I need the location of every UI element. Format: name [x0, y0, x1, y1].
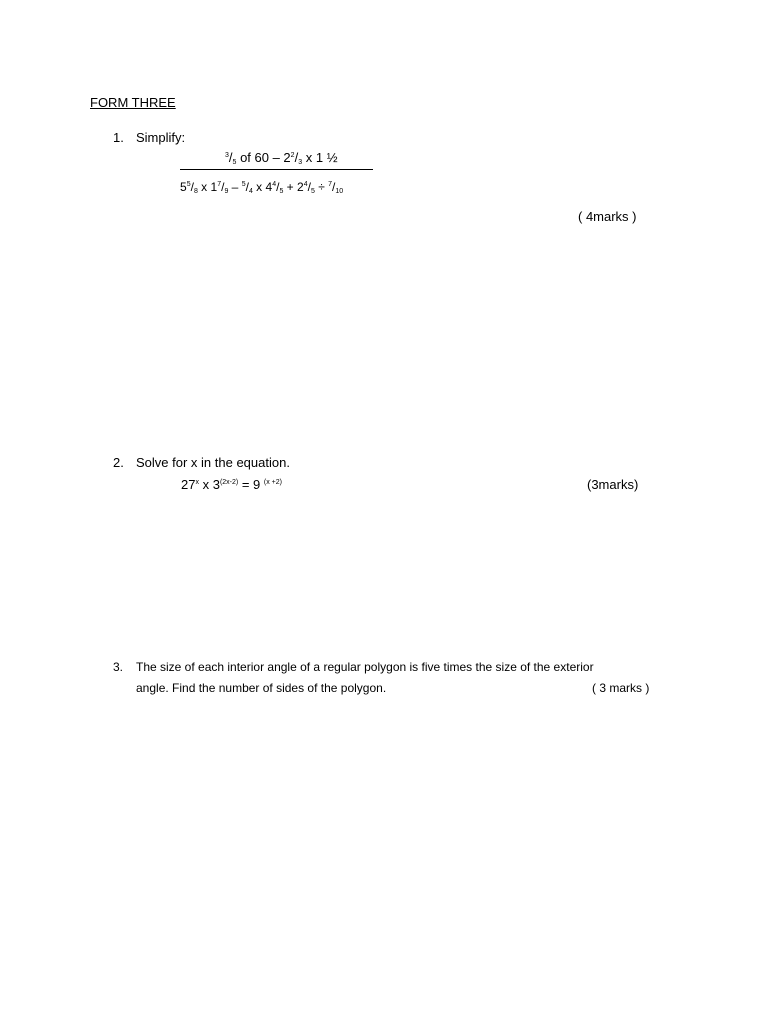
den-frac-4-denominator: 5: [279, 188, 284, 195]
den-frac-3-numerator: 5: [241, 181, 246, 188]
den-text-5: ÷: [314, 180, 329, 194]
den-frac-5-denominator: 5: [310, 188, 315, 195]
question-2-equation: [181, 477, 282, 492]
question-2-marks: (3marks): [587, 477, 639, 492]
den-frac-6-numerator: 7: [328, 181, 333, 188]
eq-base-27: 27: [181, 477, 196, 492]
question-3-line-2: angle. Find the number of sides of the polygon.: [136, 681, 387, 695]
den-frac-2-denominator: 9: [224, 188, 229, 195]
section-heading: FORM THREE: [90, 95, 176, 110]
den-text-4: + 2: [283, 180, 304, 194]
num-frac-a-numerator: 3: [225, 152, 229, 159]
den-text-3: x 4: [252, 180, 273, 194]
den-frac-3-denominator: 4: [248, 188, 253, 195]
eq-exponent-3: (x +2): [263, 479, 282, 486]
den-frac-6-denominator: 10: [335, 188, 344, 195]
den-frac-4-numerator: 4: [272, 181, 277, 188]
den-text-1: x 1: [197, 180, 218, 194]
num-frac-b-denominator: 3: [298, 159, 303, 166]
num-end-text: x 1 ½: [305, 150, 338, 165]
den-frac-5-numerator: 4: [303, 181, 308, 188]
question-1-denominator: $5^5/_8$ x $1^7/_9 - ^5/_4$ x $4^4/_5 + 2^4/_5 \div ^7/_{10}$: [180, 180, 344, 195]
num-frac-a-denominator: 5: [232, 159, 237, 166]
question-1-numerator: $^3/_5$ of $60 - 2^2/_3$ x 1 ½: [225, 150, 338, 166]
den-frac-1-denominator: 8: [193, 188, 198, 195]
question-3-line-1: The size of each interior angle of a regular polygon is five times the size of the exterior: [136, 660, 594, 674]
den-frac-2-numerator: 7: [217, 181, 222, 188]
den-frac-1-numerator: 5: [186, 181, 191, 188]
question-1-marks: ( 4marks ): [578, 209, 637, 224]
eq-mid-text: x 3: [198, 477, 220, 492]
question-2-number: 2.: [113, 455, 124, 470]
num-middle-text: of 60 – 2: [240, 150, 291, 165]
question-2-prompt: Solve for x in the equation.: [136, 455, 290, 470]
eq-exponent-2: (2x-2): [219, 479, 239, 486]
question-1-number: 1.: [113, 130, 124, 145]
den-text-2: –: [228, 180, 242, 194]
den-whole-1: 5: [180, 180, 187, 194]
question-3-number: 3.: [113, 660, 124, 674]
question-1-prompt: Simplify:: [136, 130, 186, 145]
num-frac-b-numerator: 2: [290, 152, 295, 159]
fraction-bar: [180, 169, 373, 170]
eq-equals-text: = 9: [238, 477, 264, 492]
eq-exponent-1: x: [195, 479, 199, 486]
question-3-marks: ( 3 marks ): [592, 681, 650, 695]
